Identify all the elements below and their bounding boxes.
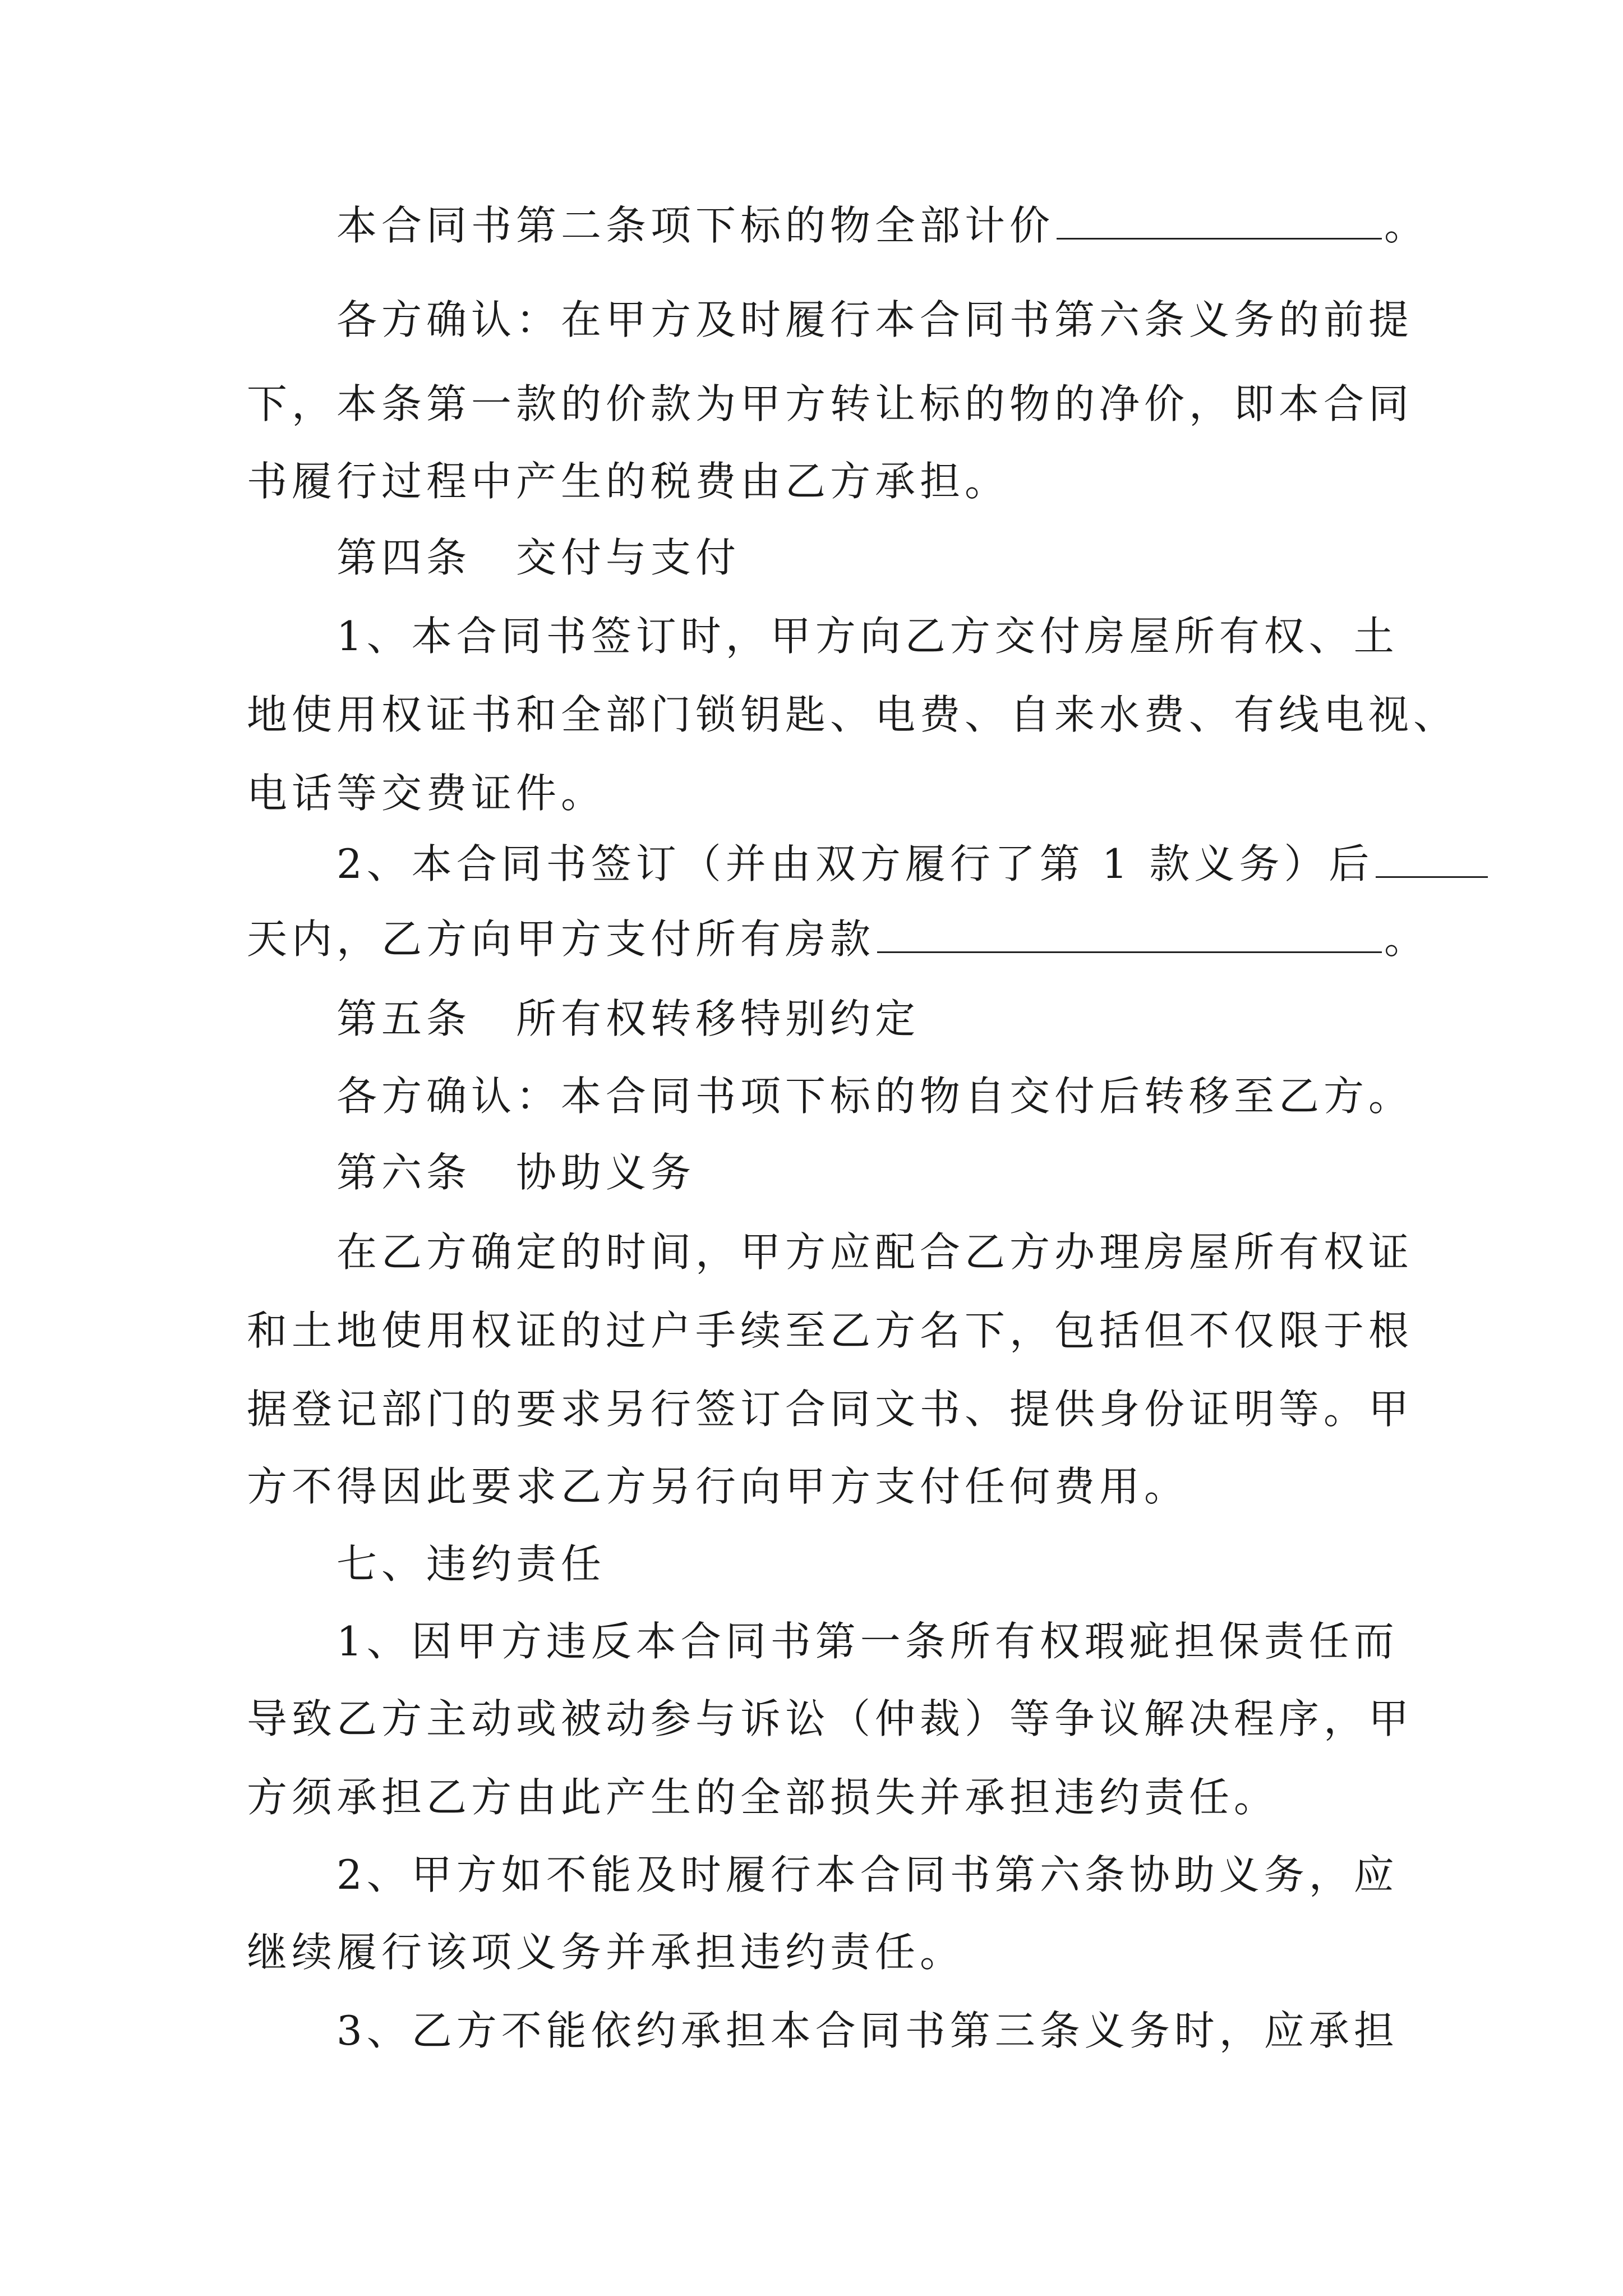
article-5-text: 各方确认：本合同书项下标的物自交付后转移至乙方。 bbox=[336, 1073, 1414, 1120]
payment-text: 天内，乙方向甲方支付所有房款 bbox=[247, 915, 875, 963]
article-7-item-2-line-1: 2、甲方如不能及时履行本合同书第六条协助义务，应 bbox=[336, 1851, 1399, 1898]
article-4-item-2-text: 2、本合同书签订（并由双方履行了第 1 款义务）后 bbox=[336, 840, 1374, 887]
article-4-item-1-line-1: 1、本合同书签订时，甲方向乙方交付房屋所有权、土 bbox=[336, 613, 1399, 660]
price-blank bbox=[1057, 204, 1382, 240]
article-7-item-3-line-1: 3、乙方不能依约承担本合同书第三条义务时，应承担 bbox=[336, 2007, 1399, 2054]
article-5-title: 第五条 所有权转移特别约定 bbox=[336, 995, 920, 1042]
article-6-line-1: 在乙方确定的时间，甲方应配合乙方办理房屋所有权证 bbox=[336, 1228, 1414, 1276]
article-7-title: 七、违约责任 bbox=[336, 1540, 606, 1588]
price-end: 。 bbox=[1384, 202, 1430, 249]
article-6-line-3: 据登记部门的要求另行签订合同文书、提供身份证明等。甲 bbox=[247, 1386, 1414, 1433]
price-line bbox=[336, 195, 1429, 256]
confirm-line-1: 各方确认：在甲方及时履行本合同书第六条义务的前提 bbox=[336, 296, 1414, 343]
article-4-item-1-line-2: 地使用权证书和全部门锁钥匙、电费、自来水费、有线电视、 bbox=[247, 691, 1459, 738]
price-text: 本合同书第二条项下标的物全部计价 bbox=[336, 202, 1055, 249]
article-6-line-4: 方不得因此要求乙方另行向甲方支付任何费用。 bbox=[247, 1463, 1189, 1510]
article-4-item-2-line-1 bbox=[336, 834, 1490, 894]
article-4-item-2-line-2 bbox=[247, 909, 1429, 969]
article-4-title: 第四条 交付与支付 bbox=[336, 534, 741, 581]
article-7-item-1-line-3: 方须承担乙方由此产生的全部损失并承担违约责任。 bbox=[247, 1774, 1279, 1821]
article-7-item-1-line-2: 导致乙方主动或被动参与诉讼（仲裁）等争议解决程序，甲 bbox=[247, 1695, 1414, 1742]
article-7-item-2-line-2: 继续履行该项义务并承担违约责任。 bbox=[247, 1929, 965, 1976]
confirm-line-3: 书履行过程中产生的税费由乙方承担。 bbox=[247, 458, 1010, 505]
article-6-title: 第六条 协助义务 bbox=[336, 1149, 696, 1196]
payment-end: 。 bbox=[1384, 915, 1430, 963]
payment-blank bbox=[877, 918, 1382, 953]
article-4-item-1-line-3: 电话等交费证件。 bbox=[247, 770, 606, 817]
article-7-item-1-line-1: 1、因甲方违反本合同书第一条所有权瑕疵担保责任而 bbox=[336, 1618, 1399, 1665]
days-blank bbox=[1376, 843, 1488, 878]
confirm-line-2: 下，本条第一款的价款为甲方转让标的物的净价，即本合同 bbox=[247, 380, 1414, 427]
article-6-line-2: 和土地使用权证的过户手续至乙方名下，包括但不仅限于根 bbox=[247, 1307, 1414, 1354]
